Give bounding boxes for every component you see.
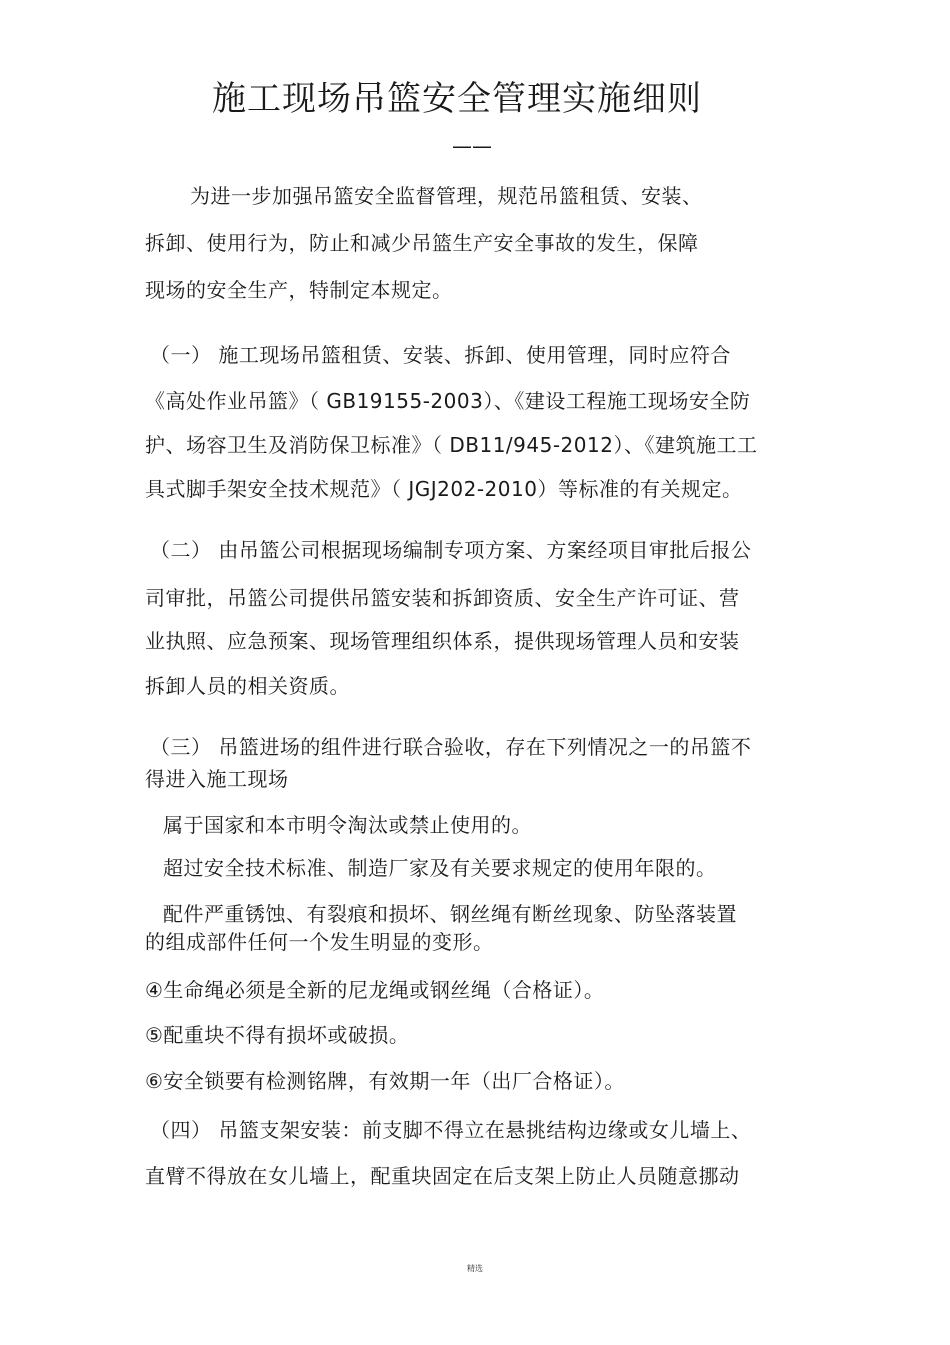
intro-line: 现场的安全生产，特制定本规定。 xyxy=(145,278,453,302)
section1-line: （一） 施工现场吊篮租赁、安装、拆卸、使用管理，同时应符合 xyxy=(150,343,731,367)
section2-line: 司审批，吊篮公司提供吊篮安装和拆卸资质、安全生产许可证、营 xyxy=(145,586,740,610)
title-dash: —— xyxy=(452,134,492,158)
intro-line: 拆卸、使用行为，防止和减少吊篮生产安全事故的发生，保障 xyxy=(145,231,699,255)
section3-item: ⑤配重块不得有损坏或破损。 xyxy=(145,1023,410,1047)
section2-line: （二） 由吊篮公司根据现场编制专项方案、方案经项目审批后报公 xyxy=(150,538,752,562)
section3-line: （三） 吊篮进场的组件进行联合验收，存在下列情况之一的吊篮不 xyxy=(150,735,752,759)
section4-line: 直臂不得放在女儿墙上，配重块固定在后支架上防止人员随意挪动 xyxy=(145,1164,740,1188)
section3-item: 属于国家和本市明令淘汰或禁止使用的。 xyxy=(163,813,532,837)
section3-item: ④生命绳必须是全新的尼龙绳或钢丝绳（合格证）。 xyxy=(145,978,605,1002)
section3-item: 的组成部件任何一个发生明显的变形。 xyxy=(145,930,494,954)
section2-line: 拆卸人员的相关资质。 xyxy=(145,674,350,698)
intro-line: 为进一步加强吊篮安全监督管理，规范吊篮租赁、安装、 xyxy=(190,184,703,208)
section1-line: 护、场容卫生及消防保卫标准》（ DB11/945-2012）、《建筑施工工 xyxy=(145,433,758,457)
section3-line: 得进入施工现场 xyxy=(145,767,289,791)
section4-line: （四） 吊篮支架安装：前支脚不得立在悬挑结构边缘或女儿墙上、 xyxy=(150,1118,752,1142)
section1-line: 具式脚手架安全技术规范》（ JGJ202-2010）等标准的有关规定。 xyxy=(145,477,743,501)
document-title: 施工现场吊篮安全管理实施细则 xyxy=(212,79,702,119)
section2-line: 业执照、应急预案、现场管理组织体系，提供现场管理人员和安装 xyxy=(145,629,740,653)
section3-item: 超过安全技术标准、制造厂家及有关要求规定的使用年限的。 xyxy=(163,856,717,880)
section1-line: 《高处作业吊篮》（ GB19155-2003）、《建设工程施工现场安全防 xyxy=(145,389,751,413)
section3-item: ⑥安全锁要有检测铭牌，有效期一年（出厂合格证）。 xyxy=(145,1069,625,1093)
page-footer: 精选 xyxy=(467,1264,483,1273)
section3-item: 配件严重锈蚀、有裂痕和损坏、钢丝绳有断丝现象、防坠落装置 xyxy=(163,902,737,926)
